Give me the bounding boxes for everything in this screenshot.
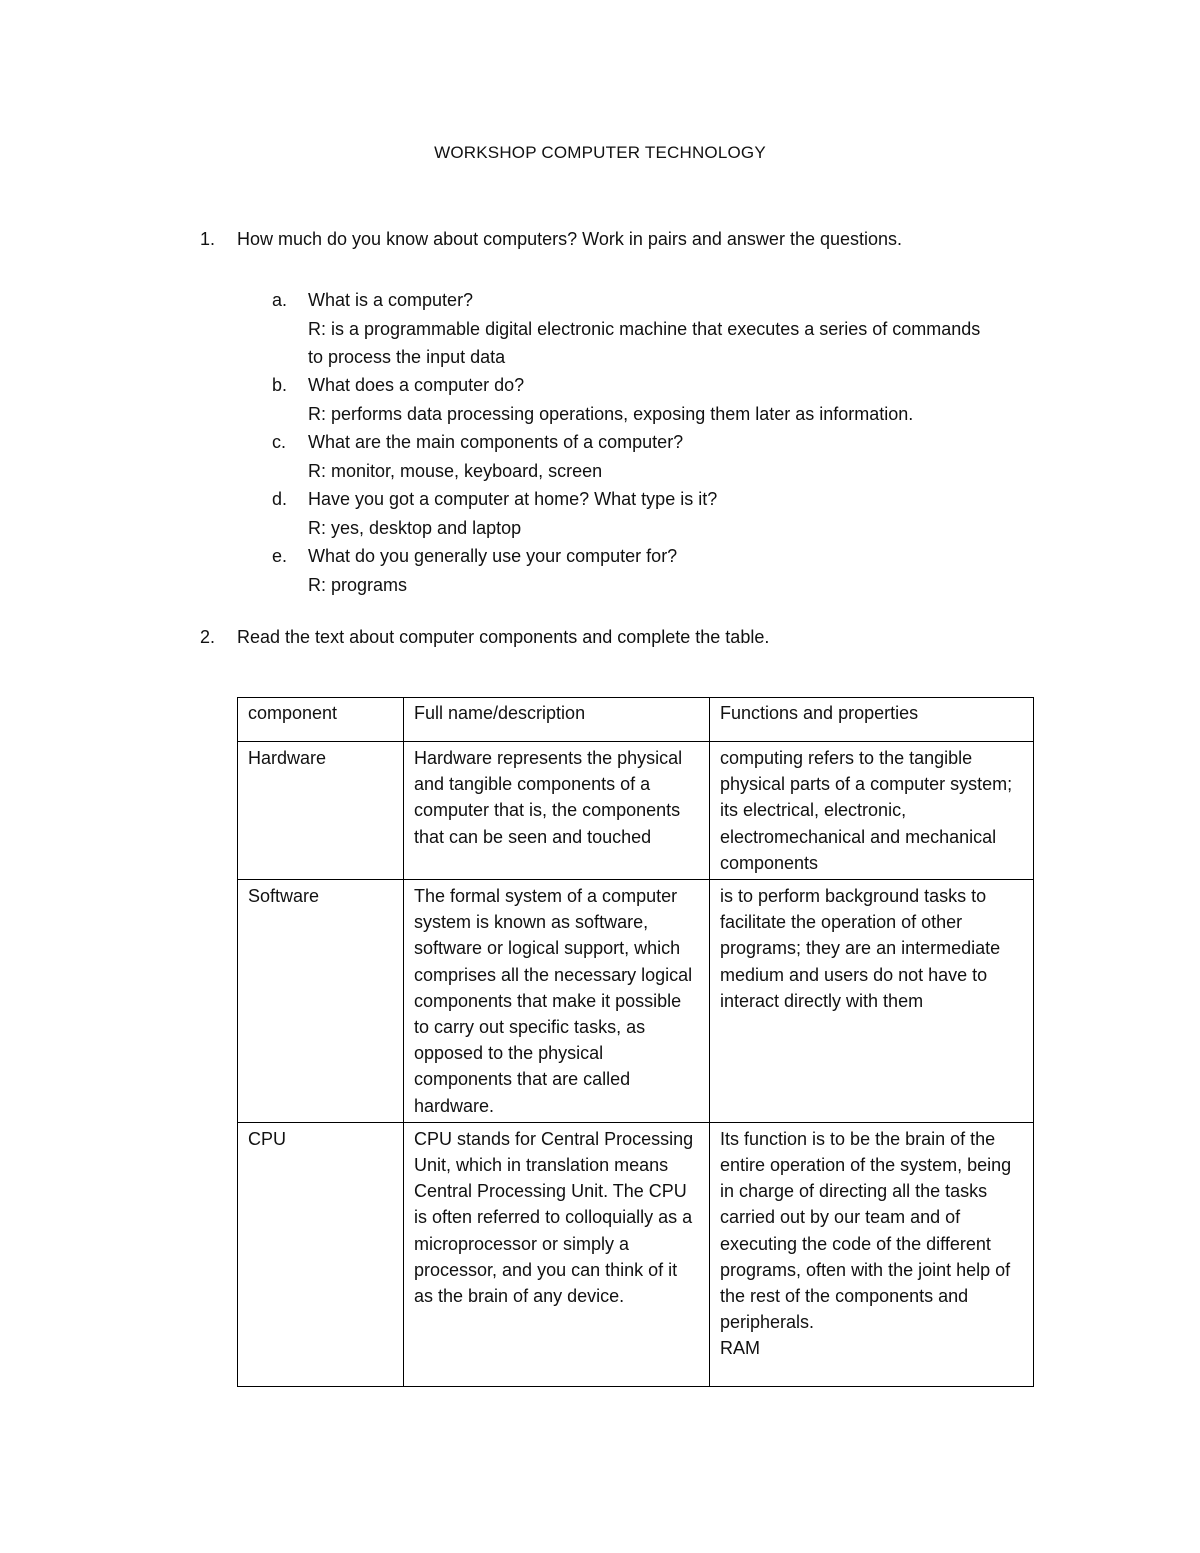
cell-functions-text: Its function is to be the brain of the entire operation of the system, being in charge of directing all the tasks carried out by our team and of executing the code of the different programs, often with the joint help of the rest of the components and peripherals. <box>720 1128 1012 1333</box>
subquestion-answer: R: performs data processing operations, exposing them later as information. <box>308 403 914 424</box>
question-number: 1. <box>200 229 216 249</box>
cell-functions: computing refers to the tangible physical parts of a computer system; its electrical, electronic, electromechanical and mechanical components <box>710 742 1034 880</box>
subquestion-answer: R: programs <box>308 574 408 595</box>
question-text: Read the text about computer components and complete the table. <box>237 627 770 647</box>
question-number: 2. <box>200 627 216 647</box>
cell-component: Software <box>238 880 404 1123</box>
header-component: component <box>238 698 404 742</box>
cell-component: Hardware <box>238 742 404 880</box>
cell-functions-extra: RAM <box>720 1338 760 1359</box>
table-row <box>238 742 1034 880</box>
subquestion-question: What is a computer? <box>308 290 474 310</box>
subquestion-letter: a. <box>272 290 288 310</box>
header-description: Full name/description <box>404 698 710 742</box>
question-text: How much do you know about computers? Work in pairs and answer the questions. <box>237 229 903 249</box>
components-table <box>237 697 1034 1387</box>
cell-description: Hardware represents the physical and tangible components of a computer that is, the components that can be seen and touched <box>404 742 710 880</box>
cell-component: CPU <box>238 1122 404 1386</box>
subquestion-letter: d. <box>272 489 288 509</box>
subquestion-question: What do you generally use your computer for? <box>308 546 678 566</box>
cell-description: CPU stands for Central Processing Unit, which in translation means Central Processing Unit. The CPU is often referred to colloquially as a microprocessor or simply a processor, and you can think of it as the brain of any device. <box>404 1122 710 1386</box>
table-row <box>238 880 1034 1123</box>
cell-description: The formal system of a computer system is known as software, software or logical support, which comprises all the necessary logical components that make it possible to carry out specific tasks, as opposed to the physical components that are called hardware. <box>404 880 710 1123</box>
header-functions: Functions and properties <box>710 698 1034 742</box>
subquestion-question: What does a computer do? <box>308 375 525 395</box>
subquestion-answer-continued: to process the input data <box>308 347 506 367</box>
subquestion-letter: c. <box>272 432 287 452</box>
subquestion-letter: b. <box>272 375 288 395</box>
subquestion-question: Have you got a computer at home? What type is it? <box>308 489 718 509</box>
cell-functions <box>710 1122 1034 1386</box>
table-row <box>238 1122 1034 1386</box>
subquestion-letter: e. <box>272 546 288 566</box>
subquestion-answer: R: is a programmable digital electronic machine that executes a series of commands <box>308 318 981 339</box>
cell-functions: is to perform background tasks to facilitate the operation of other programs; they are an intermediate medium and users do not have to interact directly with them <box>710 880 1034 1123</box>
subquestion-question: What are the main components of a computer? <box>308 432 684 452</box>
subquestion-answer: R: yes, desktop and laptop <box>308 517 522 538</box>
subquestion-answer: R: monitor, mouse, keyboard, screen <box>308 460 603 481</box>
document-title: WORKSHOP COMPUTER TECHNOLOGY <box>434 143 766 162</box>
table-header-row <box>238 698 1034 742</box>
